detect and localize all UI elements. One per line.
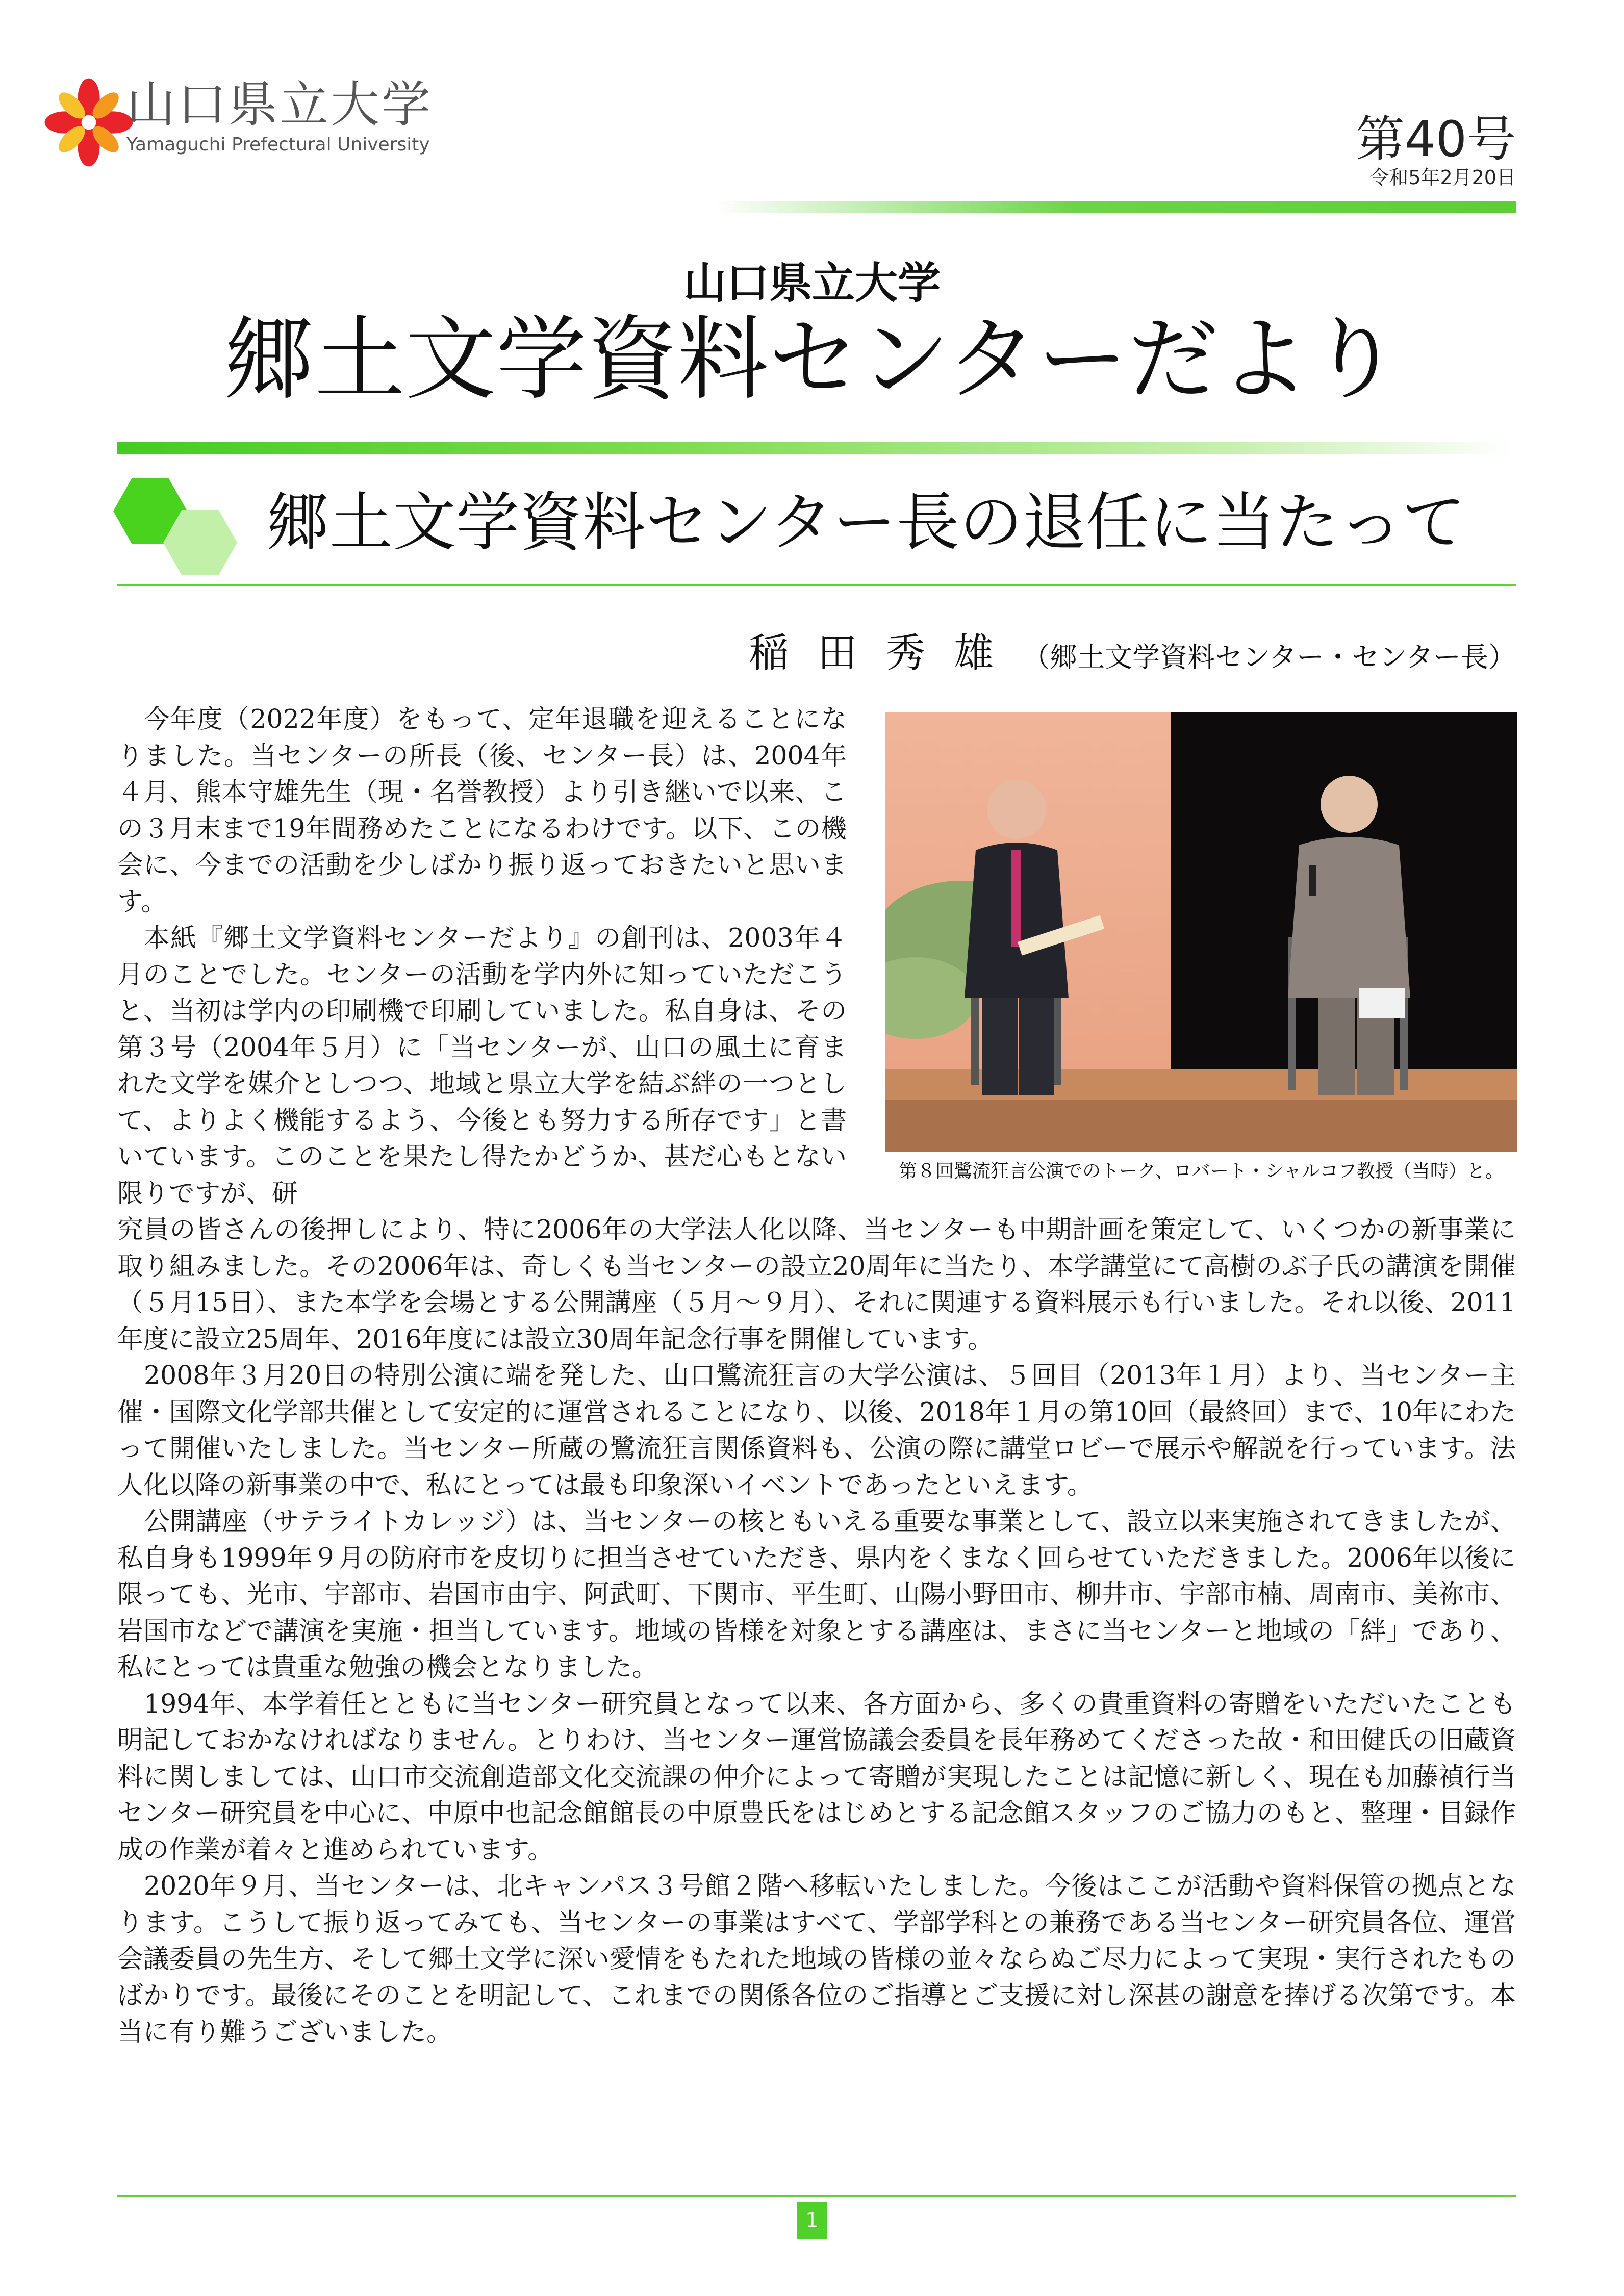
logo-name-en: Yamaguchi Prefectural University (126, 134, 430, 155)
heading-rule (117, 584, 1516, 586)
paragraph: 公開講座（サテライトカレッジ）は、当センターの核ともいえる重要な事業として、設立以来実施されてきましたが、私自身も1999年９月の防府市を皮切りに担当させていただき、県内をくまなく回らせていただきました。2006年以後に限っても、光市、宇部市、岩国市由宇、阿武町、下関市、平生町、山陽小野田市、柳井市、宇部市楠、周南市、美祢市、岩国市などで講演を実施・担当しています。地域の皆様を対象とする講座は、まさに当センターと地域の「絆」であり、私にとっては貴重な勉強の機会となりました。 (117, 1506, 1516, 1682)
paragraph: 本紙『郷土文学資料センターだより』の創刊は、2003年４月のことでした。センターの活動を学内外に知っていただこうと、当初は学内の印刷機で印刷していました。私自身は、その第３号（2004年５月）に「当センターが、山口の風土に育まれた文学を媒介としつつ、地域と県立大学を結ぶ絆の一つとして、よりよく機能するよう、今後とも努力する所存です」と書いています。このことを果たし得たかどうか、甚だ心もとない限りですが、研 (117, 923, 847, 1208)
newsletter-title: 郷土文学資料センターだより (223, 307, 1401, 412)
author-name: 稲田秀雄 (749, 630, 1023, 676)
title-rule (117, 442, 1516, 454)
paragraph: 2020年９月、当センターは、北キャンパス３号館２階へ移転いたしました。今後はここが活動や資料保管の拠点となります。こうして振り返ってみても、当センターの事業はすべて、学部学科との兼務である当センター研究員各位、運営会議委員の先生方、そして郷土文学に深い愛情をもたれた地域の皆様の並々ならぬご尽力によって実現・実行されたものばかりです。最後にそのことを明記して、これまでの関係各位のご指導とご支援に対し深甚の謝意を捧げる次第です。本当に有り難うございました。 (117, 1871, 1516, 2047)
author-role: （郷土文学資料センター・センター長） (1022, 641, 1516, 673)
header-rule (714, 201, 1516, 213)
byline (749, 621, 1516, 678)
paragraph: 今年度（2022年度）をもって、定年退職を迎えることになりました。当センターの所長（後、センター長）は、2004年４月、熊本守雄先生（現・名誉教授）より引き継いで以来、この３月末まで19年間務めたことになるわけです。以下、この機会に、今までの活動を少しばかり振り返っておきたいと思います。 (117, 704, 847, 916)
page-number: 1 (797, 2202, 827, 2239)
issue-date: 令和5年2月20日 (1369, 166, 1516, 189)
paragraph: 究員の皆さんの後押しにより、特に2006年の大学法人化以降、当センターも中期計画を策定して、いくつかの新事業に取り組みました。その2006年は、奇しくも当センターの設立20周年に当たり、本学講堂にて高樹のぶ子氏の講演を開催（５月15日）、また本学を会場とする公開講座（５月～９月）、それに関連する資料展示も行いました。それ以後、2011年度に設立25周年、2016年度には設立30周年記念行事を開催しています。 (117, 1214, 1516, 1354)
org-title: 山口県立大学 (683, 258, 941, 308)
photo-caption: 第８回鷺流狂言公演でのトーク、ロバート・シャルコフ教授（当時）と。 (899, 1161, 1504, 1182)
university-logo-icon (43, 76, 135, 168)
article-body (117, 701, 1516, 2050)
paragraph: 2008年３月20日の特別公演に端を発した、山口鷺流狂言の大学公演は、５回目（2013年１月）より、当センター主催・国際文化学部共催として安定的に運営されることになり、以後、2018年１月の第10回（最終回）まで、10年にわたって開催いたしました。当センター所蔵の鷺流狂言関係資料も、公演の際に講堂ロビーで展示や解説を行っています。法人化以降の新事業の中で、私にとっては最も印象深いイベントであったといえます。 (117, 1360, 1516, 1500)
logo-name-jp: 山口県立大学 (126, 76, 433, 133)
paragraph: 1994年、本学着任とともに当センター研究員となって以来、各方面から、多くの貴重資料の寄贈をいただいたことも明記しておかなければなりません。とりわけ、当センター運営協議会委員を長年務めてくださった故・和田健氏の旧蔵資料に関しましては、山口市交流創造部文化交流課の仲介によって寄贈が実現したことは記憶に新しく、現在も加藤禎行当センター研究員を中心に、中原中也記念館館長の中原豊氏をはじめとする記念館スタッフのご協力のもと、整理・目録作成の作業が着々と進められています。 (117, 1688, 1516, 1865)
article-heading: 郷土文学資料センター長の退任に当たって (266, 486, 1466, 559)
issue-number: 第40号 (1355, 111, 1516, 168)
footer-rule (117, 2195, 1516, 2197)
